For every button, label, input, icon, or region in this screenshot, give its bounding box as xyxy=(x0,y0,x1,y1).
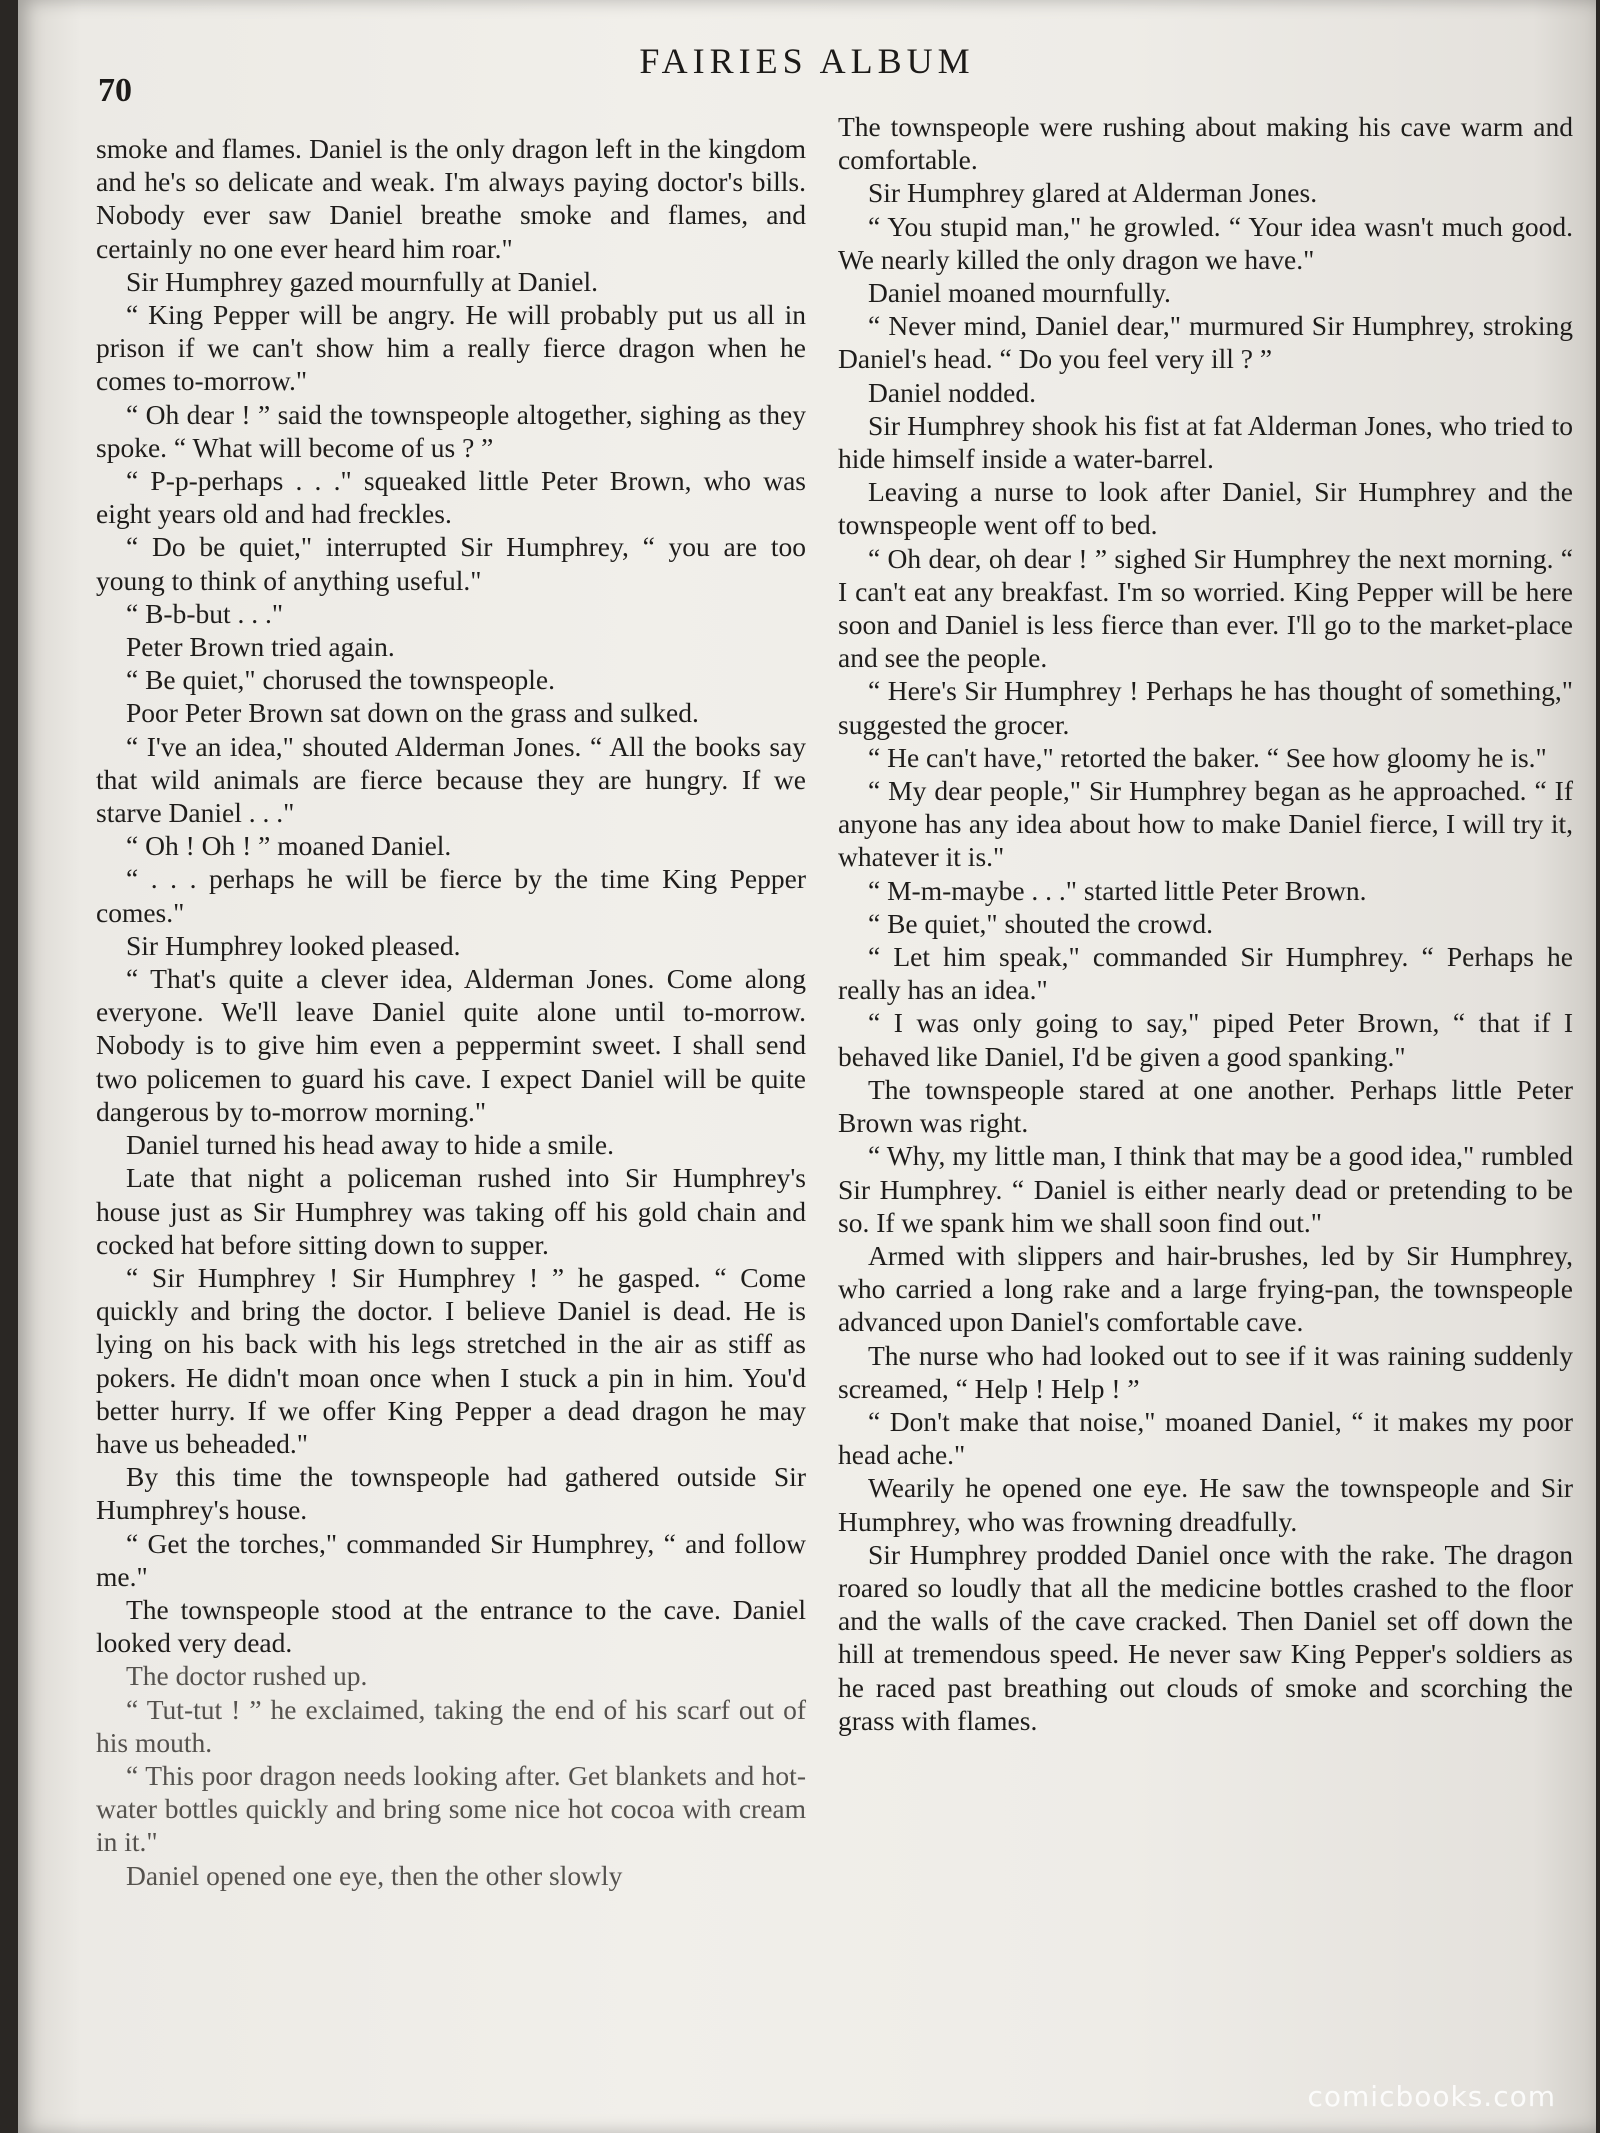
paragraph: The doctor rushed up. xyxy=(126,1660,368,1692)
paragraph: “ Get the torches," commanded Sir Humphrey, “ and follow me." xyxy=(96,1527,806,1592)
paragraph: “ Here's Sir Humphrey ! Perhaps he has thought of something," suggested the grocer. xyxy=(838,675,1573,740)
paragraph: Daniel nodded. xyxy=(868,376,1037,408)
paragraph: “ That's quite a clever idea, Alderman Jones. Come along everyone. We'll leave Daniel quite alone until to-morrow. Nobody is to give him even a peppermint sweet. I shall send two policemen to guard his cave. I expect Daniel will be quite dangerous by to-morrow morning." xyxy=(96,963,806,1127)
paragraph: “ Why, my little man, I think that may be a good idea," rumbled Sir Humphrey. “ Daniel is either nearly dead or pretending to be so. If we spank him we shall soon find out." xyxy=(838,1140,1573,1238)
paragraph: Sir Humphrey prodded Daniel once with the rake. The dragon roared so loudly that all the medicine bottles crashed to the floor and the walls of the cave cracked. Then Daniel set off down the hill at tremendous speed. He never saw King Pepper's soldiers as he raced past breathing out clouds of smoke and scorching the grass with flames. xyxy=(838,1538,1573,1736)
paragraph: “ Oh dear ! ” said the townspeople altogether, sighing as they spoke. “ What will become of us ? ” xyxy=(96,398,806,463)
paragraph: Sir Humphrey looked pleased. xyxy=(126,929,461,961)
left-column xyxy=(96,132,806,1892)
paragraph: “ Be quiet," chorused the townspeople. xyxy=(126,664,555,696)
paragraph: “ King Pepper will be angry. He will probably put us all in prison if we can't show him a really fierce dragon when he comes to-morrow." xyxy=(96,299,806,397)
faded-text-block xyxy=(96,1659,806,1891)
paragraph: “ Don't make that noise," moaned Daniel, “ it makes my poor head ache." xyxy=(838,1405,1573,1471)
page-number: 70 xyxy=(98,72,132,109)
paragraph: Late that night a policeman rushed into Sir Humphrey's house just as Sir Humphrey was taking off his gold chain and cocked hat before sitting down to supper. xyxy=(96,1162,806,1260)
paragraph: Daniel turned his head away to hide a smile. xyxy=(126,1129,614,1161)
paragraph: Sir Humphrey gazed mournfully at Daniel. xyxy=(126,265,598,297)
paragraph: Daniel moaned mournfully. xyxy=(868,277,1171,309)
paragraph: “ I've an idea," shouted Alderman Jones. “ All the books say that wild animals are fierce because they are hungry. If we starve Daniel . . ." xyxy=(96,730,806,829)
paragraph: “ Never mind, Daniel dear," murmured Sir Humphrey, stroking Daniel's head. “ Do you feel very ill ? ” xyxy=(838,310,1573,375)
paragraph: “ Oh ! Oh ! ” moaned Daniel. xyxy=(126,830,452,862)
paragraph: “ You stupid man," he growled. “ Your idea wasn't much good. We nearly killed the only dragon we have." xyxy=(838,210,1573,275)
paragraph: Daniel opened one eye, then the other slowly xyxy=(126,1859,623,1891)
paragraph: The townspeople stared at one another. Perhaps little Peter Brown was right. xyxy=(838,1073,1573,1139)
paragraph: “ He can't have," retorted the baker. “ See how gloomy he is." xyxy=(868,741,1547,773)
paragraph: “ Be quiet," shouted the crowd. xyxy=(868,907,1213,939)
paragraph: “ Let him speak," commanded Sir Humphrey. “ Perhaps he really has an idea." xyxy=(838,941,1573,1006)
paragraph: The townspeople were rushing about making his cave warm and comfortable. xyxy=(838,111,1573,176)
paragraph: The townspeople stood at the entrance to the cave. Daniel looked very dead. xyxy=(96,1593,806,1659)
paragraph: smoke and flames. Daniel is the only dragon left in the kingdom and he's so delicate and weak. I'm always paying doctor's bills. Nobody ever saw Daniel breathe smoke and flames, and certainly no one ever heard him roar." xyxy=(96,133,806,264)
paragraph: “ P-p-perhaps . . ." squeaked little Peter Brown, who was eight years old and had freckles. xyxy=(96,465,806,530)
paragraph: Wearily he opened one eye. He saw the townspeople and Sir Humphrey, who was frowning dreadfully. xyxy=(838,1472,1573,1537)
paragraph: Sir Humphrey shook his fist at fat Alderman Jones, who tried to hide himself inside a water-barrel. xyxy=(838,409,1573,475)
paragraph: “ My dear people," Sir Humphrey began as he approached. “ If anyone has any idea about how to make Daniel fierce, I will try it, whatever it is." xyxy=(838,775,1573,873)
paragraph: “ M-m-maybe . . ." started little Peter Brown. xyxy=(868,874,1367,906)
paragraph: By this time the townspeople had gathered outside Sir Humphrey's house. xyxy=(96,1461,806,1526)
watermark: comicbooks.com xyxy=(1307,2080,1556,2113)
paragraph: Peter Brown tried again. xyxy=(126,631,395,663)
paragraph: Leaving a nurse to look after Daniel, Sir Humphrey and the townspeople went off to bed. xyxy=(838,476,1573,541)
paragraph: Poor Peter Brown sat down on the grass and sulked. xyxy=(126,697,699,729)
paragraph: Sir Humphrey glared at Alderman Jones. xyxy=(868,177,1318,209)
paragraph: “ I was only going to say," piped Peter Brown, “ that if I behaved like Daniel, I'd be given a good spanking." xyxy=(838,1007,1573,1072)
paragraph: “ Do be quiet," interrupted Sir Humphrey, “ you are too young to think of anything useful." xyxy=(96,531,806,596)
paragraph: “ This poor dragon needs looking after. Get blankets and hot-water bottles quickly and bring some nice hot cocoa with cream in it." xyxy=(96,1759,806,1858)
paragraph: “ B-b-but . . ." xyxy=(126,597,284,629)
paragraph: Armed with slippers and hair-brushes, led by Sir Humphrey, who carried a long rake and a large frying-pan, the townspeople advanced upon Daniel's comfortable cave. xyxy=(838,1239,1573,1338)
paragraph: “ . . . perhaps he will be fierce by the time King Pepper comes." xyxy=(96,863,806,928)
right-column xyxy=(838,110,1573,1737)
running-head: FAIRIES ALBUM xyxy=(639,41,975,81)
paragraph: “ Sir Humphrey ! Sir Humphrey ! ” he gasped. “ Come quickly and bring the doctor. I believe Daniel is dead. He is lying on his back with his legs stretched in the air as stiff as pokers. He didn't moan once when I stuck a pin in him. You'd better hurry. If we offer King Pepper a dead dragon he may have us beheaded." xyxy=(96,1261,806,1459)
paragraph: “ Tut-tut ! ” he exclaimed, taking the end of his scarf out of his mouth. xyxy=(96,1693,806,1758)
paragraph: “ Oh dear, oh dear ! ” sighed Sir Humphrey the next morning. “ I can't eat any breakfast. I'm so worried. King Pepper will be here soon and Daniel is less fierce than ever. I'll go to the market-place and see the people. xyxy=(838,542,1573,674)
book-page xyxy=(18,0,1596,2133)
paragraph: The nurse who had looked out to see if it was raining suddenly screamed, “ Help ! Help ! ” xyxy=(838,1339,1573,1404)
